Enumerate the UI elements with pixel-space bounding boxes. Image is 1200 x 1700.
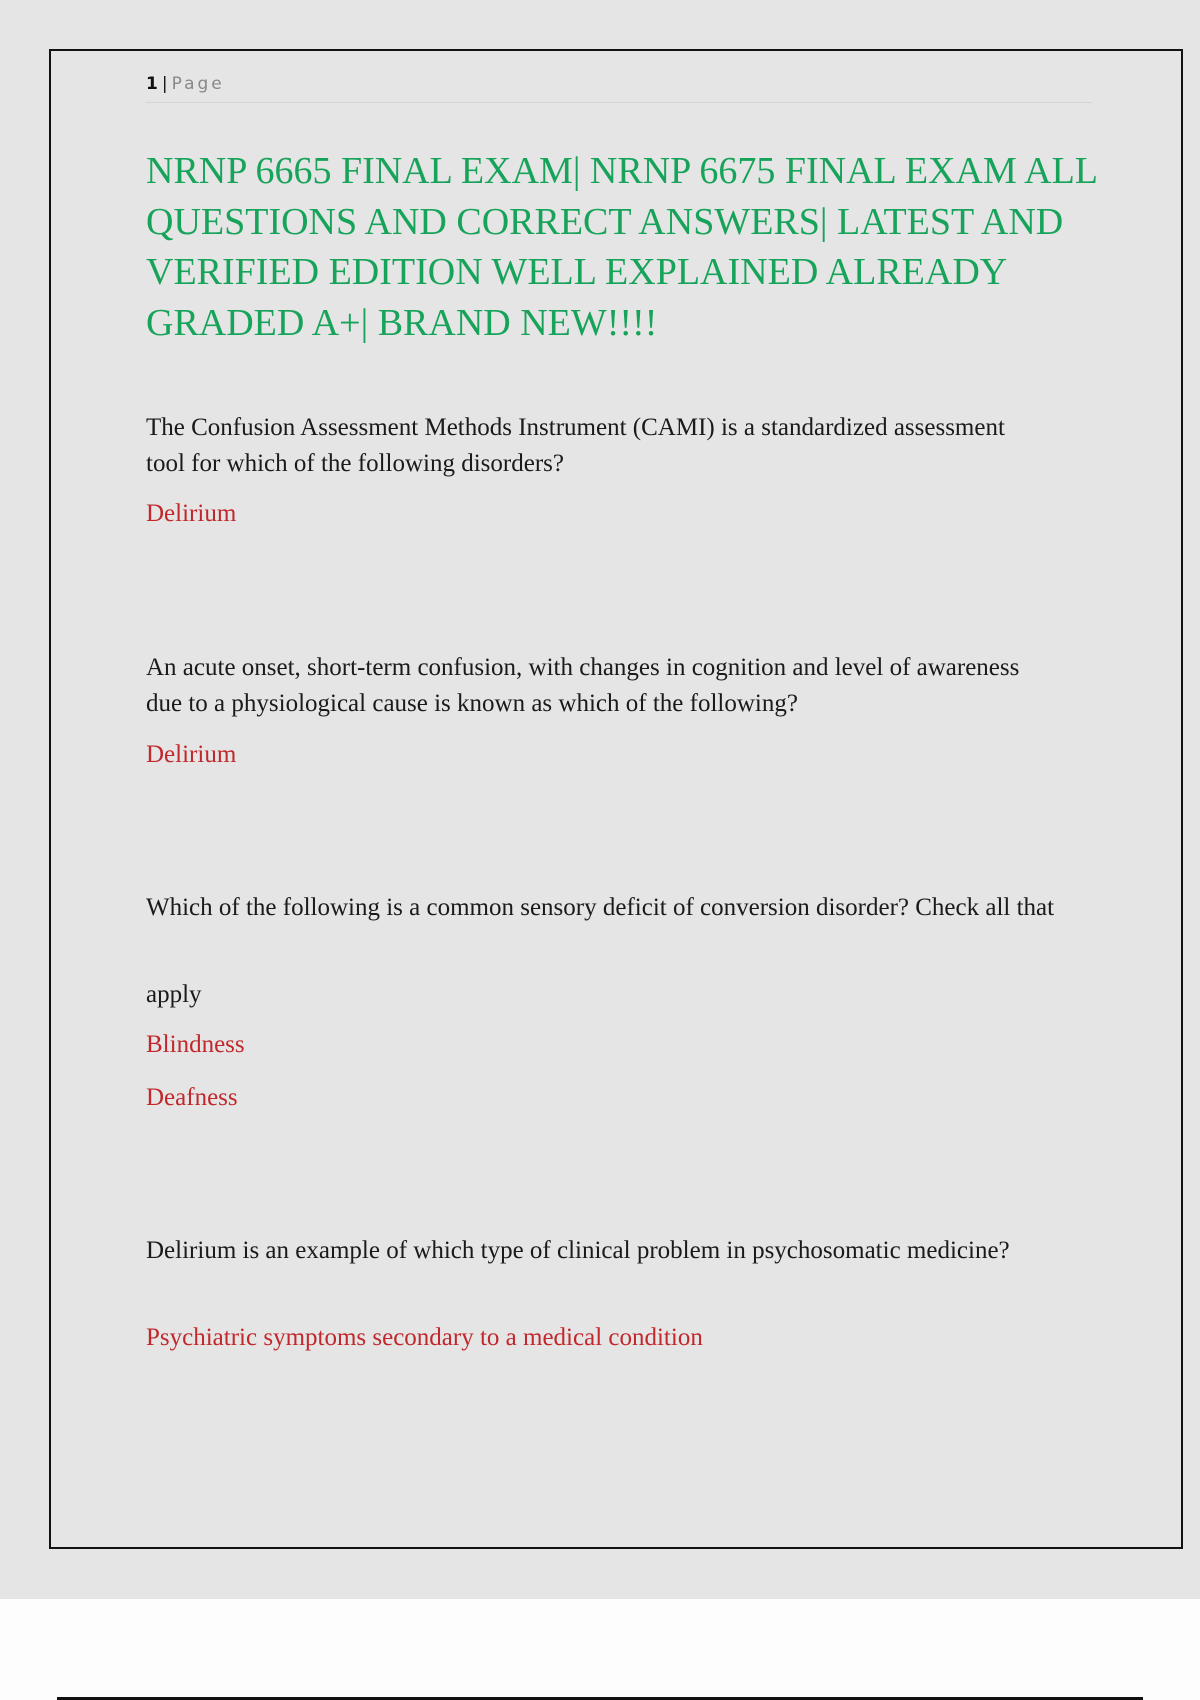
- header-separator: |: [161, 74, 168, 94]
- answer-3b: Deafness: [146, 1084, 238, 1111]
- page-label: Page: [171, 74, 225, 94]
- question-4: Delirium is an example of which type of clinical problem in psychosomatic medicine?: [146, 1237, 1010, 1264]
- page-header: [146, 74, 225, 94]
- answer-4: Psychiatric symptoms secondary to a medical condition: [146, 1324, 703, 1351]
- question-2: An acute onset, short-term confusion, with changes in cognition and level of awareness due to a physiological cause is known as which of the following?: [146, 654, 1020, 717]
- document-title: NRNP 6665 FINAL EXAM| NRNP 6675 FINAL EXAM ALL QUESTIONS AND CORRECT ANSWERS| LATEST AND VERIFIED EDITION WELL EXPLAINED ALREADY GRADED A+| BRAND NEW!!!!: [146, 150, 1097, 344]
- question-1: The Confusion Assessment Methods Instrument (CAMI) is a standardized assessment tool for which of the following disorders?: [146, 414, 1005, 477]
- question-3: Which of the following is a common sensory deficit of conversion disorder? Check all that: [146, 894, 1055, 921]
- page-number: 1: [146, 74, 158, 94]
- question-3-continued: apply: [146, 981, 202, 1008]
- answer-1: Delirium: [146, 500, 237, 527]
- header-divider: [146, 102, 1092, 103]
- answer-3a: Blindness: [146, 1031, 245, 1058]
- answer-2: Delirium: [146, 741, 237, 768]
